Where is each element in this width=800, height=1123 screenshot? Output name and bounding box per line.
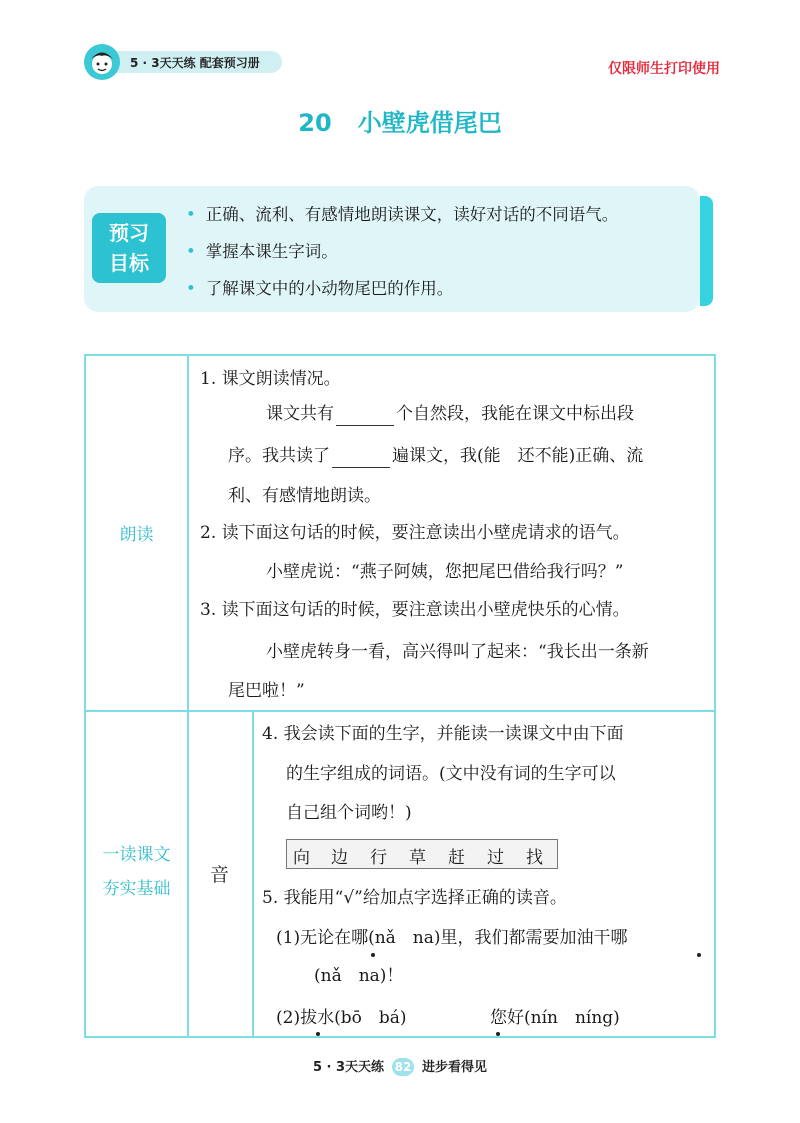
section-label-line1: 一读课文: [102, 845, 171, 865]
q2-title: 2. 读下面这句话的时候，要注意读出小壁虎请求的语气。: [200, 523, 630, 543]
q2-quote: 小壁虎说：“燕子阿姨，您把尾巴借给我行吗？”: [266, 562, 624, 582]
goal-item: • 正确、流利、有感情地朗读课文，读好对话的不同语气。: [186, 196, 618, 233]
answer-blank[interactable]: [332, 449, 390, 468]
emphasis-dot: [697, 953, 701, 957]
table-row-divider: [84, 710, 716, 712]
section-label-basics: [86, 838, 187, 906]
goal-item: • 掌握本课生字词。: [186, 233, 618, 270]
character: 行: [370, 848, 387, 868]
table-border-left: [84, 354, 86, 1038]
lesson-title: 小壁虎借尾巴: [357, 109, 502, 137]
q1-text-a: 课文共有: [266, 404, 334, 424]
print-note: 仅限师生打印使用: [608, 61, 720, 77]
page-footer: [0, 1056, 800, 1076]
q3-quote-line1: 小壁虎转身一看，高兴得叫了起来：“我长出一条新: [266, 642, 649, 662]
q5-2-line-a: (2)拔水(bō bá): [276, 1008, 407, 1028]
page-number: 82: [392, 1058, 414, 1076]
character: 过: [487, 848, 504, 868]
goals-accent-bar: [700, 196, 713, 306]
q4-line1: 4. 我会读下面的生字，并能读一读课文中由下面: [262, 724, 624, 744]
table-subcolumn-divider: [252, 710, 254, 1038]
q1-text-b: 个自然段，我能在课文中标出段: [396, 404, 634, 424]
emphasis-dot: [496, 1032, 500, 1036]
section-label-reading: [86, 518, 187, 552]
q1-line1: [266, 402, 634, 426]
footer-right: 进步看得见: [422, 1060, 488, 1075]
q5-1-line1: (1)无论在哪(nǎ na)里，我们都需要加油干哪: [276, 928, 628, 948]
lesson-number: 20: [298, 109, 332, 137]
q3-quote-line2: 尾巴啦！”: [228, 681, 305, 701]
character: 向: [293, 848, 310, 868]
footer-left: 5 · 3天天练: [312, 1060, 385, 1075]
emphasis-dot: [316, 1032, 320, 1036]
character: 找: [526, 848, 543, 868]
mascot-icon: [84, 44, 120, 80]
goals-tag-line2: 目标: [109, 251, 149, 275]
q1-text-c: 序。我共读了: [228, 446, 330, 466]
page-title: [0, 103, 800, 138]
character: 边: [331, 848, 348, 868]
goals-list: [186, 196, 618, 307]
q1-line2: [228, 444, 643, 468]
q5-2-line-b: 您好(nín níng): [490, 1008, 620, 1028]
character: 赶: [448, 848, 465, 868]
q5-title: 5. 我能用“√”给加点字选择正确的读音。: [262, 888, 567, 908]
character: 草: [409, 848, 426, 868]
table-border-top: [84, 354, 716, 356]
table-border-bottom: [84, 1036, 716, 1038]
q5-1-line2: (nǎ na)！: [314, 966, 404, 986]
q1-title: 1. 课文朗读情况。: [200, 369, 341, 389]
emphasis-dot: [371, 953, 375, 957]
section-label-text: 朗读: [119, 525, 154, 545]
goals-tag: [92, 213, 166, 283]
q1-line3: 利、有感情地朗读。: [228, 486, 381, 506]
q3-title: 3. 读下面这句话的时候，要注意读出小壁虎快乐的心情。: [200, 600, 630, 620]
sub-label-pronunciation: 音: [210, 864, 230, 886]
section-label-line2: 夯实基础: [102, 879, 171, 899]
answer-blank[interactable]: [336, 407, 394, 426]
character-box: [286, 839, 558, 869]
series-badge: [84, 44, 284, 80]
table-column-divider: [187, 354, 189, 1038]
series-badge-text: 5 · 3天天练 配套预习册: [130, 56, 260, 70]
q4-line3: 自己组个词哟！): [286, 803, 412, 823]
goal-item: • 了解课文中的小动物尾巴的作用。: [186, 270, 618, 307]
q1-text-d: 遍课文，我(能 还不能)正确、流: [392, 446, 644, 466]
table-border-right: [714, 354, 716, 1038]
q4-line2: 的生字组成的词语。(文中没有词的生字可以: [286, 764, 616, 784]
goals-tag-line1: 预习: [109, 221, 149, 245]
